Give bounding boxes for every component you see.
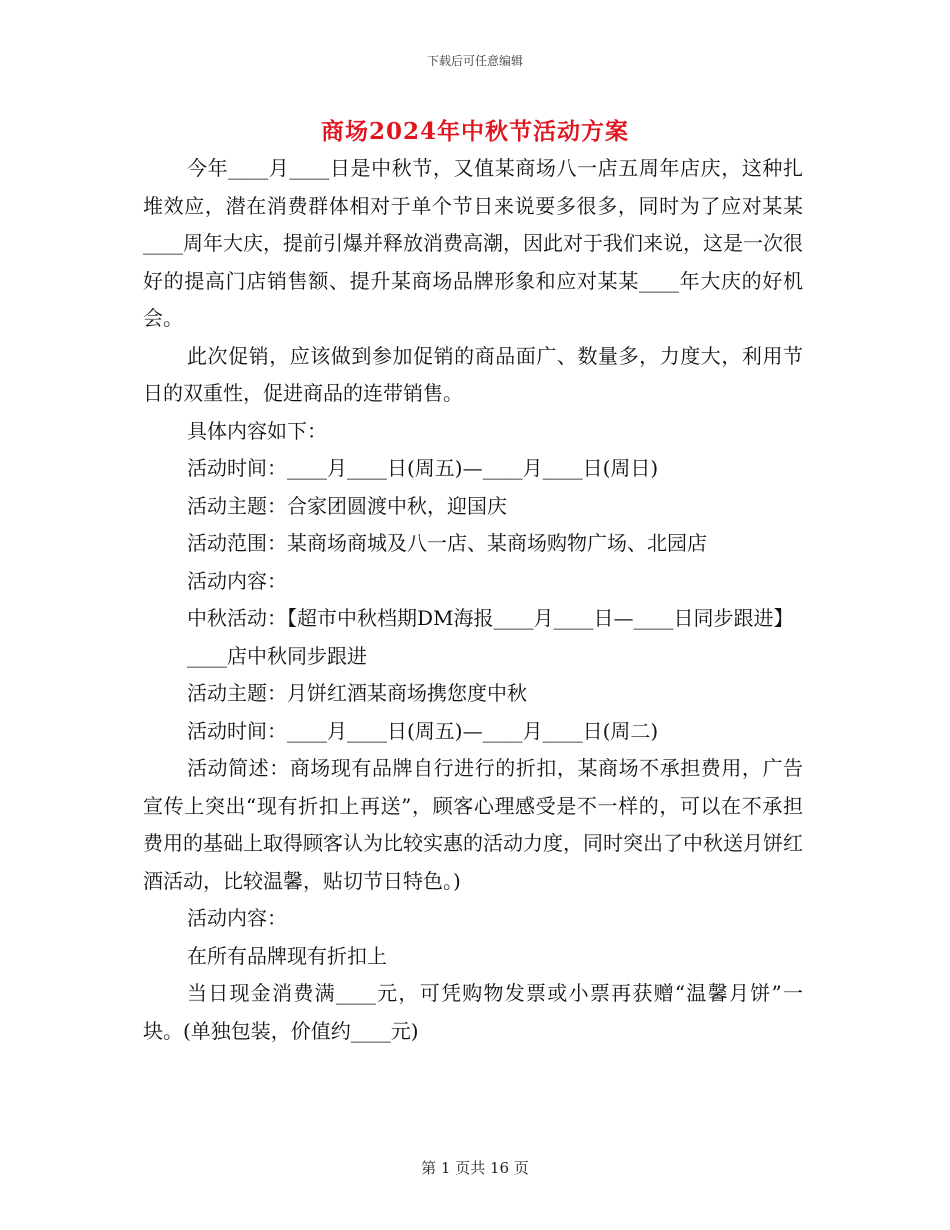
paragraph-mid-autumn-activity: 中秋活动：【超市中秋档期DM海报____月____日—____日同步跟进】	[187, 606, 794, 630]
page-header: 下载后可任意编辑	[426, 54, 523, 68]
paragraph-intro: 今年____月____日是中秋节，又值某商场八一店五周年店庆，这种扎堆效应，潜在消费群体相对于单个节日来说要多很多，同时为了应对某某____周年大庆，提前引爆并释放消费高潮，因此对于我们来说，这是一次很好的提高门店销售额、提升某商场品牌形象和应对某某____年大庆的好机会。	[143, 156, 803, 330]
paragraph-time-2: 活动时间：____月____日(周五)—____月____日(周二)	[187, 718, 659, 743]
paragraph-activity-content: 活动内容：	[187, 568, 287, 593]
paragraph-store-sync: ____店中秋同步跟进	[187, 643, 367, 668]
document-body	[143, 150, 803, 1050]
paragraph-activity-time: 活动时间：____月____日(周五)—____月____日(周日)	[187, 456, 659, 480]
paragraph-details-heading: 具体内容如下：	[187, 418, 327, 443]
paragraph-theme-2: 活动主题：月饼红酒某商场携您度中秋	[187, 681, 527, 705]
paragraph-activity-theme: 活动主题：合家团圆渡中秋，迎国庆	[187, 493, 507, 518]
paragraph-promotion: 此次促销，应该做到参加促销的商品面广、数量多，力度大，利用节日的双重性，促进商品的连带销售。	[143, 343, 803, 405]
page-footer: 第 1 页共 16 页	[421, 1159, 529, 1177]
paragraph-content-2: 活动内容：	[187, 906, 287, 930]
paragraph-all-brands: 在所有品牌现有折扣上	[187, 943, 387, 968]
paragraph-activity-scope: 活动范围：某商场商城及八一店、某商场购物广场、北园店	[187, 531, 707, 555]
document-title: 商场2024年中秋节活动方案	[320, 118, 629, 145]
paragraph-gift: 当日现金消费满____元，可凭购物发票或小票再获赠“温馨月饼”一块。(单独包装，价值约____元)	[143, 981, 803, 1043]
paragraph-summary: 活动简述：商场现有品牌自行进行的折扣，某商场不承担费用，广告宣传上突出“现有折扣上再送”，顾客心理感受是不一样的，可以在不承担费用的基础上取得顾客认为比较实惠的活动力度，同时突出了中秋送月饼红酒活动，比较温馨，贴切节日特色。)	[143, 756, 803, 893]
